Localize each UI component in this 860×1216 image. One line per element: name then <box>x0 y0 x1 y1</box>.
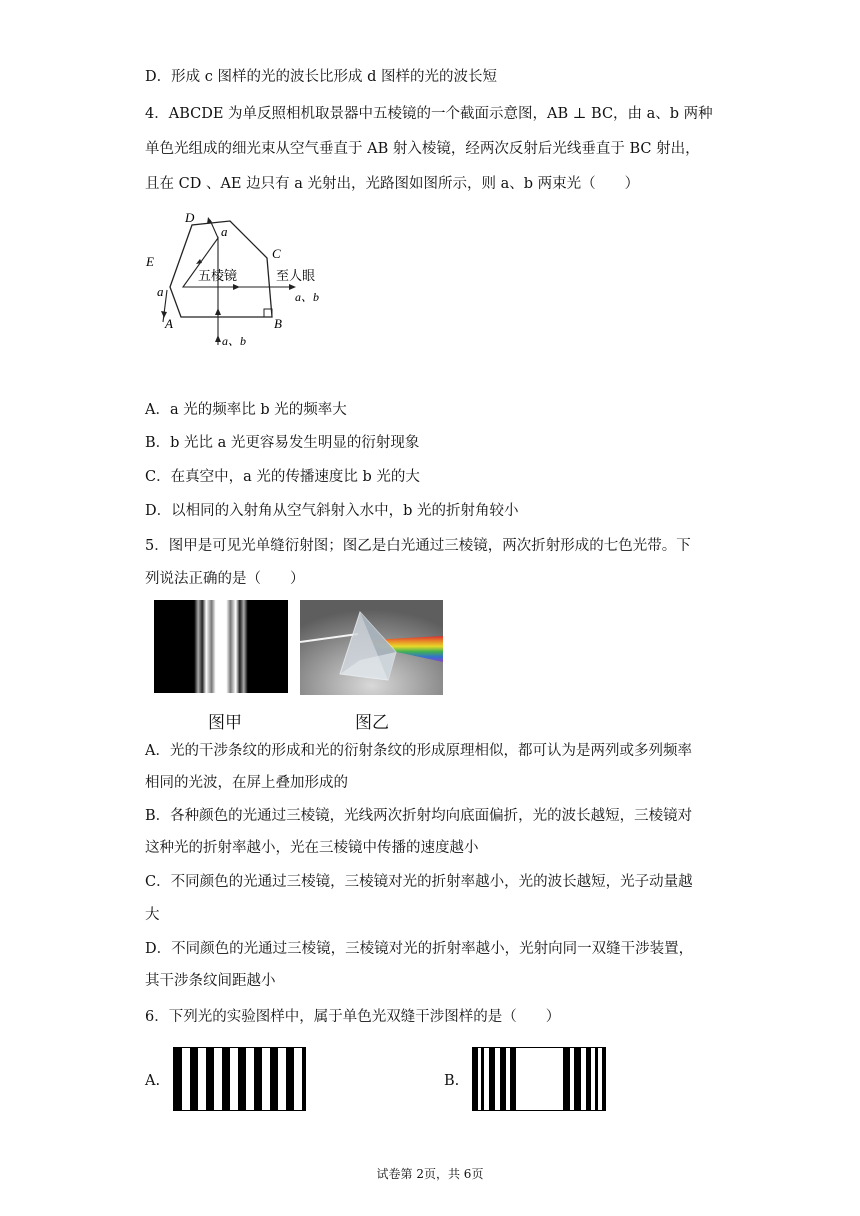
q6-pattern-a <box>173 1047 306 1111</box>
q4-stem-line3: 且在 CD 、AE 边只有 a 光射出，光路图如图所示，则 a、b 两束光（ ） <box>145 176 640 192</box>
label-prism: 五棱镜 <box>198 269 238 284</box>
q5-option-d-line1: D．不同颜色的光通过三棱镜，三棱镜对光的折射率越小，光射向同一双缝干涉装置， <box>145 941 694 957</box>
q4-option-a: A．a 光的频率比 b 光的频率大 <box>145 402 347 418</box>
q5-option-d-line2: 其干涉条纹间距越小 <box>145 973 276 989</box>
label-C: C <box>272 246 281 261</box>
q4-option-c: C．在真空中，a 光的传播速度比 b 光的大 <box>145 469 420 485</box>
q4-option-b: B．b 光比 a 光更容易发生明显的衍射现象 <box>145 435 420 451</box>
label-a-left: a <box>157 284 164 299</box>
label-in-ab: a、b <box>222 334 247 348</box>
q5-option-b-line1: B．各种颜色的光通过三棱镜，光线两次折射均向底面偏折，光的波长越短，三棱镜对 <box>145 808 693 824</box>
q5-option-c-line2: 大 <box>145 907 160 923</box>
label-E: E <box>146 254 154 269</box>
q4-option-d: D．以相同的入射角从空气斜射入水中，b 光的折射角较小 <box>145 503 519 519</box>
label-D: D <box>185 210 195 225</box>
q3-option-d: D．形成 c 图样的光的波长比形成 d 图样的光的波长短 <box>145 69 497 85</box>
pentaprism-figure <box>140 208 330 353</box>
q5-stem-line1: 5．图甲是可见光单缝衍射图；图乙是白光通过三棱镜，两次折射形成的七色光带。下 <box>145 538 691 554</box>
q5-option-a-line1: A．光的干涉条纹的形成和光的衍射条纹的形成原理相似，都可认为是两列或多列频率 <box>145 743 692 759</box>
arrow-up-2 <box>215 335 221 342</box>
q6-option-b-label: B. <box>444 1073 460 1089</box>
q5-option-a-line2: 相同的光波，在屏上叠加形成的 <box>145 775 348 791</box>
arrow-right <box>233 284 240 290</box>
q6-pattern-b <box>472 1047 606 1111</box>
q6-stem: 6．下列光的实验图样中，属于单色光双缝干涉图样的是（ ） <box>145 1009 561 1025</box>
q5-stem-line2: 列说法正确的是（ ） <box>145 571 305 587</box>
figure-jia-diffraction <box>154 600 288 693</box>
q4-stem-line1: 4．ABCDE 为单反照相机取景器中五棱镜的一个截面示意图，AB ⊥ BC，由 a、b 两种 <box>145 106 713 122</box>
label-a-top: a <box>221 224 228 239</box>
arrow-diag <box>196 259 202 264</box>
label-out-ab: a、b <box>295 290 320 304</box>
q6-option-a-label: A. <box>145 1073 161 1089</box>
caption-jia: 图甲 <box>208 713 242 733</box>
label-eye: 至人眼 <box>276 269 316 284</box>
caption-yi: 图乙 <box>355 713 389 733</box>
q5-option-c-line1: C．不同颜色的光通过三棱镜，三棱镜对光的折射率越小，光的波长越短，光子动量越 <box>145 874 693 890</box>
q4-stem-line2: 单色光组成的细光束从空气垂直于 AB 射入棱镜，经两次反射后光线垂直于 BC 射出， <box>145 141 700 157</box>
page-footer: 试卷第 2页，共 6页 <box>376 1167 484 1181</box>
arrow-up-1 <box>215 308 221 315</box>
q5-option-b-line2: 这种光的折射率越小，光在三棱镜中传播的速度越小 <box>145 840 479 856</box>
figure-yi-prism <box>300 600 443 695</box>
label-B: B <box>274 316 282 331</box>
label-A: A <box>165 316 173 331</box>
